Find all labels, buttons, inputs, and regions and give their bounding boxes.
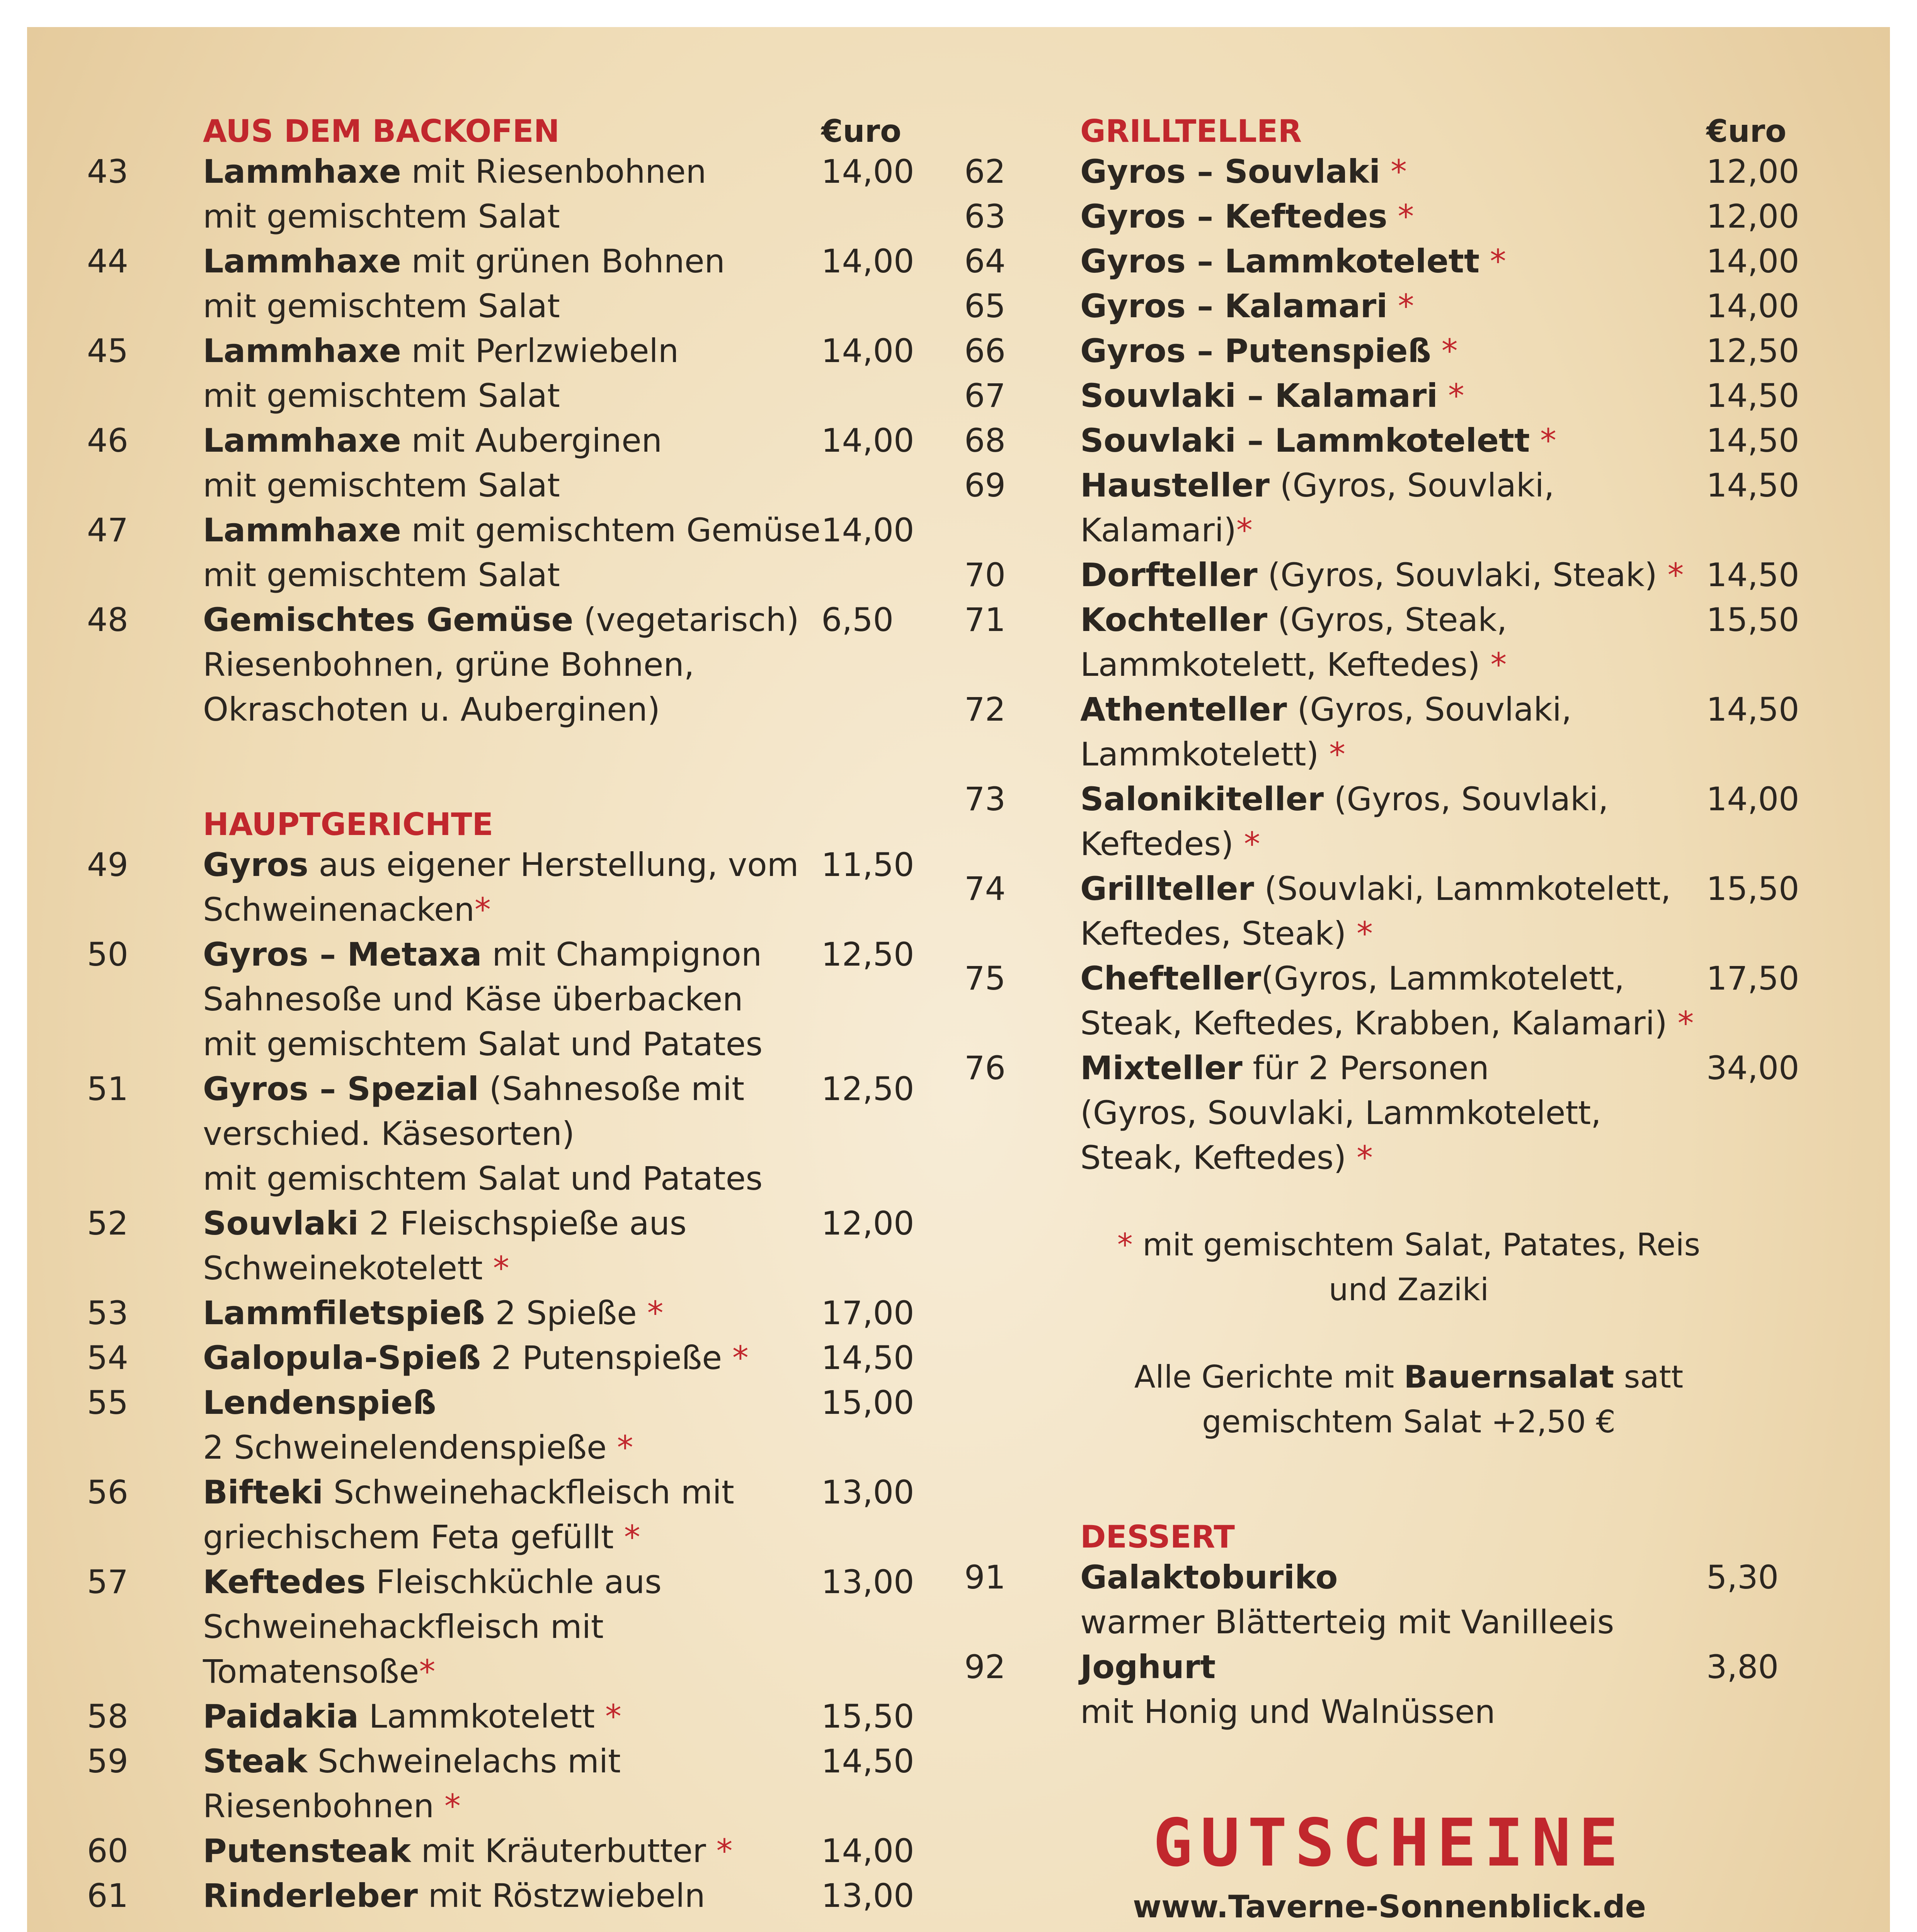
menu-item bbox=[87, 597, 926, 732]
item-description bbox=[203, 1291, 821, 1335]
menu-item bbox=[964, 194, 1853, 239]
asterisk: * bbox=[1356, 1139, 1373, 1177]
asterisk: * bbox=[1356, 915, 1373, 952]
item-details: mit Riesenbohnen bbox=[401, 153, 707, 190]
asterisk: * bbox=[1398, 287, 1414, 325]
item-details: mit gemischtem Salat und Patates bbox=[203, 1025, 763, 1063]
voucher-block bbox=[1071, 1804, 1708, 1932]
item-name: Gyros – Lammkotelett bbox=[1080, 242, 1480, 280]
item-description bbox=[1080, 373, 1706, 418]
asterisk: * bbox=[493, 1249, 509, 1287]
item-details: Schweinelachs mit bbox=[307, 1742, 621, 1780]
menu-item bbox=[87, 1828, 926, 1873]
item-number: 45 bbox=[87, 332, 128, 370]
item-description bbox=[1080, 1046, 1706, 1180]
menu-item bbox=[87, 1335, 926, 1380]
item-description bbox=[203, 1470, 821, 1560]
asterisk: * bbox=[617, 1429, 633, 1466]
asterisk: * bbox=[605, 1697, 621, 1735]
item-name: Souvlaki – Lammkotelett bbox=[1080, 422, 1530, 459]
item-name: Gyros – Souvlaki bbox=[1080, 153, 1381, 190]
item-details: Riesenbohnen, grüne Bohnen, bbox=[203, 646, 695, 684]
asterisk: * bbox=[1390, 153, 1407, 190]
item-details: (Gyros, Souvlaki, Kalamari) bbox=[1080, 466, 1554, 549]
item-details: Lammkotelett, Keftedes) bbox=[1080, 646, 1491, 684]
menu-item bbox=[87, 842, 926, 932]
item-details: (Sahnesoße mit bbox=[479, 1070, 745, 1108]
item-price: 14,00 bbox=[1706, 242, 1800, 280]
menu-item bbox=[87, 1380, 926, 1470]
item-number: 59 bbox=[87, 1742, 128, 1780]
menu-item bbox=[87, 1873, 926, 1918]
website-link[interactable]: www.Taverne-Sonnenblick.de bbox=[1133, 1889, 1646, 1925]
section-title: HAUPTGERICHTE bbox=[203, 806, 494, 842]
item-name: Gyros – Keftedes bbox=[1080, 197, 1388, 235]
item-price: 14,00 bbox=[821, 242, 914, 280]
item-details: Steak, Keftedes) bbox=[1080, 1139, 1357, 1177]
asterisk: * bbox=[732, 1339, 749, 1377]
item-details: (Gyros, Souvlaki, Lammkotelett, bbox=[1080, 1094, 1601, 1132]
item-details: 2 Spieße bbox=[485, 1294, 647, 1332]
item-number: 50 bbox=[87, 935, 128, 973]
item-number: 70 bbox=[964, 556, 1006, 594]
item-details: (Souvlaki, Lammkotelett, bbox=[1254, 870, 1671, 908]
item-name: Keftedes bbox=[203, 1563, 366, 1601]
asterisk: * bbox=[1329, 735, 1345, 773]
item-details: (Gyros, Souvlaki, bbox=[1324, 780, 1609, 818]
menu-item bbox=[964, 328, 1853, 373]
item-price: 14,00 bbox=[821, 1832, 914, 1870]
item-number: 54 bbox=[87, 1339, 128, 1377]
item-details: 2 Fleischspieße aus bbox=[358, 1204, 687, 1242]
menu-item bbox=[87, 418, 926, 508]
asterisk: * bbox=[1540, 422, 1556, 459]
item-description bbox=[203, 508, 821, 597]
item-name: Souvlaki – Kalamari bbox=[1080, 377, 1438, 415]
item-number: 69 bbox=[964, 466, 1006, 504]
item-number: 72 bbox=[964, 690, 1006, 728]
item-name: Lammhaxe bbox=[203, 242, 401, 280]
item-details: Steak, Keftedes, Krabben, Kalamari) bbox=[1080, 1004, 1678, 1042]
item-name: Rinderleber bbox=[203, 1877, 418, 1915]
item-details: Schweinenacken bbox=[203, 891, 475, 929]
item-details: Sahnesoße und Käse überbacken bbox=[203, 980, 743, 1018]
section-header-backofen bbox=[87, 104, 926, 149]
menu-item bbox=[87, 1291, 926, 1335]
item-name: Gyros – Spezial bbox=[203, 1070, 479, 1108]
item-description bbox=[203, 1694, 821, 1739]
item-number: 91 bbox=[964, 1558, 1006, 1596]
item-name: Hausteller bbox=[1080, 466, 1270, 504]
item-number: 52 bbox=[87, 1204, 128, 1242]
item-number: 57 bbox=[87, 1563, 128, 1601]
item-name: Chefteller bbox=[1080, 959, 1262, 997]
asterisk: * bbox=[1667, 556, 1684, 594]
item-price: 14,00 bbox=[821, 153, 914, 190]
asterisk: * bbox=[1117, 1227, 1133, 1263]
item-price: 15,00 bbox=[821, 1384, 914, 1422]
item-details: 2 Putenspieße bbox=[481, 1339, 732, 1377]
item-name: Lammhaxe bbox=[203, 511, 401, 549]
menu-item bbox=[964, 1046, 1853, 1180]
item-name: Joghurt bbox=[1080, 1648, 1216, 1686]
item-price: 12,50 bbox=[821, 935, 914, 973]
currency-header: €uro bbox=[821, 113, 902, 149]
item-details: mit Champignon bbox=[482, 935, 762, 973]
menu-item bbox=[964, 1555, 1853, 1645]
item-details: Fleischküchle aus bbox=[366, 1563, 662, 1601]
item-details: Schweinehackfleisch mit bbox=[203, 1608, 604, 1646]
item-price: 12,00 bbox=[821, 1204, 914, 1242]
item-number: 92 bbox=[964, 1648, 1006, 1686]
item-details: mit Kräuterbutter bbox=[410, 1832, 717, 1870]
item-number: 71 bbox=[964, 601, 1006, 639]
asterisk: * bbox=[716, 1832, 733, 1870]
item-number: 62 bbox=[964, 153, 1006, 190]
item-number: 44 bbox=[87, 242, 128, 280]
item-details: mit gemischtem Salat bbox=[203, 287, 560, 325]
menu-item bbox=[964, 239, 1853, 284]
side-dish-note bbox=[964, 1223, 1737, 1312]
item-details: (vegetarisch) bbox=[573, 601, 799, 639]
menu-item bbox=[964, 149, 1853, 194]
item-details: verschied. Käsesorten) bbox=[203, 1115, 575, 1153]
voucher-heading: GUTSCHEINE bbox=[1153, 1805, 1626, 1881]
item-number: 58 bbox=[87, 1697, 128, 1735]
item-details: mit gemischtem Salat bbox=[203, 197, 560, 235]
item-price: 5,30 bbox=[1706, 1558, 1779, 1596]
item-name: Souvlaki bbox=[203, 1204, 359, 1242]
item-description bbox=[1080, 866, 1706, 956]
item-details bbox=[1438, 377, 1448, 415]
item-details: mit gemischtem Gemüse bbox=[401, 511, 821, 549]
item-details: (Gyros, Souvlaki, bbox=[1287, 690, 1572, 728]
currency-header: €uro bbox=[1706, 113, 1787, 149]
item-number: 53 bbox=[87, 1294, 128, 1332]
item-number: 43 bbox=[87, 153, 128, 190]
asterisk: * bbox=[1441, 332, 1458, 370]
item-name: Lendenspieß bbox=[203, 1384, 436, 1422]
item-description bbox=[1080, 1555, 1706, 1645]
item-details: mit gemischtem Salat bbox=[203, 377, 560, 415]
item-price: 14,00 bbox=[1706, 287, 1800, 325]
item-details: mit gemischtem Salat und Patates bbox=[203, 1160, 763, 1197]
item-description bbox=[203, 932, 821, 1066]
asterisk: * bbox=[624, 1518, 640, 1556]
section-title: AUS DEM BACKOFEN bbox=[203, 113, 560, 149]
asterisk: * bbox=[1448, 377, 1464, 415]
item-description bbox=[1080, 463, 1706, 553]
menu-item bbox=[964, 956, 1853, 1046]
section-header-grillteller bbox=[964, 104, 1853, 149]
item-details: mit Perlzwiebeln bbox=[401, 332, 679, 370]
item-details: (Gyros, Steak, bbox=[1267, 601, 1507, 639]
item-name: Galopula-Spieß bbox=[203, 1339, 481, 1377]
item-description bbox=[203, 328, 821, 418]
item-price: 14,50 bbox=[1706, 556, 1800, 594]
right-column bbox=[964, 104, 1853, 1734]
item-description bbox=[1080, 553, 1706, 597]
asterisk: * bbox=[647, 1294, 664, 1332]
menu-item bbox=[87, 932, 926, 1066]
menu-item bbox=[964, 777, 1853, 866]
menu-list-dessert bbox=[964, 1555, 1853, 1734]
item-name: Salonikiteller bbox=[1080, 780, 1324, 818]
item-price: 12,00 bbox=[1706, 153, 1800, 190]
item-description bbox=[203, 1201, 821, 1291]
item-description bbox=[1080, 777, 1706, 866]
item-details: warmer Blätterteig mit Vanilleeis bbox=[1080, 1603, 1614, 1641]
item-price: 12,00 bbox=[1706, 197, 1800, 235]
item-number: 48 bbox=[87, 601, 128, 639]
item-description bbox=[203, 1873, 821, 1918]
item-price: 14,50 bbox=[821, 1742, 914, 1780]
item-name: Bifteki bbox=[203, 1473, 323, 1511]
section-header-hauptgerichte bbox=[87, 798, 926, 842]
asterisk: * bbox=[1490, 646, 1507, 684]
note-text: gemischtem Salat +2,50 € bbox=[1202, 1404, 1616, 1440]
item-price: 3,80 bbox=[1706, 1648, 1779, 1686]
item-details: mit gemischtem Salat bbox=[203, 466, 560, 504]
item-name: Steak bbox=[203, 1742, 308, 1780]
item-details: Riesenbohnen bbox=[203, 1787, 444, 1825]
item-details: Okraschoten u. Auberginen) bbox=[203, 690, 660, 728]
menu-item bbox=[87, 149, 926, 239]
item-description bbox=[1080, 687, 1706, 777]
note-bold: Bauernsalat bbox=[1404, 1359, 1614, 1395]
item-name: Gyros – Putenspieß bbox=[1080, 332, 1431, 370]
item-number: 60 bbox=[87, 1832, 128, 1870]
item-name: Putensteak bbox=[203, 1832, 411, 1870]
item-name: Lammhaxe bbox=[203, 153, 401, 190]
item-number: 74 bbox=[964, 870, 1006, 908]
item-description bbox=[203, 597, 821, 732]
note-text: satt bbox=[1614, 1359, 1684, 1395]
item-name: Lammhaxe bbox=[203, 422, 401, 459]
item-name: Lammfiletspieß bbox=[203, 1294, 485, 1332]
item-details bbox=[1431, 332, 1442, 370]
item-number: 67 bbox=[964, 377, 1006, 415]
item-name: Mixteller bbox=[1080, 1049, 1243, 1087]
item-name: Gyros – Metaxa bbox=[203, 935, 482, 973]
item-price: 14,00 bbox=[821, 332, 914, 370]
menu-item bbox=[964, 284, 1853, 328]
item-number: 47 bbox=[87, 511, 128, 549]
item-description bbox=[203, 239, 821, 328]
item-name: Kochteller bbox=[1080, 601, 1268, 639]
item-number: 75 bbox=[964, 959, 1006, 997]
item-price: 11,50 bbox=[821, 846, 914, 884]
item-description bbox=[1080, 239, 1706, 284]
item-details: Lammkotelett) bbox=[1080, 735, 1329, 773]
item-details: (Gyros, Lammkotelett, bbox=[1261, 959, 1625, 997]
item-price: 13,00 bbox=[821, 1563, 914, 1601]
item-price: 14,00 bbox=[1706, 780, 1800, 818]
asterisk: * bbox=[1490, 242, 1506, 280]
item-price: 13,00 bbox=[821, 1473, 914, 1511]
item-price: 17,50 bbox=[1706, 959, 1800, 997]
item-description bbox=[203, 149, 821, 239]
item-price: 12,50 bbox=[821, 1070, 914, 1108]
item-details: mit Röstzwiebeln bbox=[418, 1877, 705, 1915]
item-price: 14,50 bbox=[1706, 377, 1800, 415]
item-details bbox=[1388, 197, 1398, 235]
menu-item bbox=[964, 373, 1853, 418]
item-details: mit grünen Bohnen bbox=[401, 242, 725, 280]
menu-item bbox=[87, 508, 926, 597]
left-column bbox=[87, 104, 926, 1932]
menu-list-hauptgerichte bbox=[87, 842, 926, 1918]
item-description bbox=[1080, 418, 1706, 463]
item-number: 64 bbox=[964, 242, 1006, 280]
menu-item bbox=[964, 1645, 1853, 1734]
item-number: 56 bbox=[87, 1473, 128, 1511]
menu-item bbox=[87, 239, 926, 328]
item-details: Lammkotelett bbox=[358, 1697, 605, 1735]
item-details: Keftedes, Steak) bbox=[1080, 915, 1357, 952]
item-price: 12,50 bbox=[1706, 332, 1800, 370]
menu-item bbox=[87, 1560, 926, 1694]
item-details: mit gemischtem Salat bbox=[203, 556, 560, 594]
note-text: mit gemischtem Salat, Patates, Reis bbox=[1132, 1227, 1701, 1263]
item-price: 6,50 bbox=[821, 601, 894, 639]
item-number: 61 bbox=[87, 1877, 128, 1915]
item-price: 34,00 bbox=[1706, 1049, 1800, 1087]
asterisk: * bbox=[1677, 1004, 1694, 1042]
item-description bbox=[203, 1380, 821, 1470]
item-name: Grillteller bbox=[1080, 870, 1254, 908]
item-number: 68 bbox=[964, 422, 1006, 459]
item-description bbox=[1080, 328, 1706, 373]
item-description bbox=[203, 1066, 821, 1201]
menu-item bbox=[964, 866, 1853, 956]
item-number: 66 bbox=[964, 332, 1006, 370]
item-number: 65 bbox=[964, 287, 1006, 325]
item-description bbox=[1080, 956, 1706, 1046]
menu-item bbox=[964, 463, 1853, 553]
item-details bbox=[1530, 422, 1540, 459]
menu-list-backofen bbox=[87, 149, 926, 732]
section-header-dessert bbox=[964, 1510, 1853, 1555]
farmer-salad-note bbox=[964, 1355, 1737, 1444]
item-details: aus eigener Herstellung, vom bbox=[308, 846, 799, 884]
item-name: Paidakia bbox=[203, 1697, 359, 1735]
item-details: Schweinekotelett bbox=[203, 1249, 493, 1287]
item-price: 15,50 bbox=[1706, 870, 1800, 908]
item-name: Gyros bbox=[203, 846, 308, 884]
item-price: 14,00 bbox=[821, 511, 914, 549]
menu-item bbox=[87, 1470, 926, 1560]
note-text: und Zaziki bbox=[1328, 1272, 1489, 1308]
item-number: 46 bbox=[87, 422, 128, 459]
item-number: 55 bbox=[87, 1384, 128, 1422]
item-details: mit Honig und Walnüssen bbox=[1080, 1693, 1495, 1731]
item-price: 14,50 bbox=[821, 1339, 914, 1377]
item-number: 76 bbox=[964, 1049, 1006, 1087]
menu-item bbox=[87, 328, 926, 418]
menu-item bbox=[964, 553, 1853, 597]
item-details bbox=[1380, 153, 1391, 190]
item-description bbox=[203, 418, 821, 508]
item-price: 15,50 bbox=[1706, 601, 1800, 639]
item-name: Gemischtes Gemüse bbox=[203, 601, 574, 639]
item-details bbox=[1388, 287, 1398, 325]
item-name: Athenteller bbox=[1080, 690, 1287, 728]
item-price: 13,00 bbox=[821, 1877, 914, 1915]
menu-sheet bbox=[27, 27, 1890, 1932]
menu-item bbox=[87, 1201, 926, 1291]
item-name: Gyros – Kalamari bbox=[1080, 287, 1388, 325]
item-details: griechischem Feta gefüllt bbox=[203, 1518, 624, 1556]
item-details: Schweinehackfleisch mit bbox=[323, 1473, 734, 1511]
item-description bbox=[203, 842, 821, 932]
menu-item bbox=[964, 597, 1853, 687]
item-details: mit Auberginen bbox=[401, 422, 662, 459]
asterisk: * bbox=[474, 891, 491, 929]
section-title: DESSERT bbox=[1080, 1519, 1235, 1555]
item-number: 51 bbox=[87, 1070, 128, 1108]
asterisk: * bbox=[1236, 511, 1253, 549]
note-text: Alle Gerichte mit bbox=[1134, 1359, 1404, 1395]
item-number: 49 bbox=[87, 846, 128, 884]
asterisk: * bbox=[419, 1653, 436, 1690]
item-name: Galaktoburiko bbox=[1080, 1558, 1338, 1596]
item-price: 17,00 bbox=[821, 1294, 914, 1332]
asterisk: * bbox=[1398, 197, 1414, 235]
item-description bbox=[1080, 149, 1706, 194]
menu-list-grillteller bbox=[964, 149, 1853, 1180]
item-details: 2 Schweinelendenspieße bbox=[203, 1429, 617, 1466]
asterisk: * bbox=[444, 1787, 461, 1825]
item-price: 14,50 bbox=[1706, 690, 1800, 728]
item-name: Dorfteller bbox=[1080, 556, 1258, 594]
item-details: für 2 Personen bbox=[1242, 1049, 1489, 1087]
item-description bbox=[203, 1335, 821, 1380]
item-price: 14,50 bbox=[1706, 466, 1800, 504]
item-number: 63 bbox=[964, 197, 1006, 235]
item-description bbox=[1080, 597, 1706, 687]
item-description bbox=[1080, 1645, 1706, 1734]
item-description bbox=[203, 1560, 821, 1694]
menu-item bbox=[964, 687, 1853, 777]
item-details: Tomatensoße bbox=[203, 1653, 419, 1690]
asterisk: * bbox=[1244, 825, 1260, 863]
menu-item bbox=[87, 1066, 926, 1201]
item-price: 14,00 bbox=[821, 422, 914, 459]
item-details bbox=[1479, 242, 1490, 280]
item-name: Lammhaxe bbox=[203, 332, 401, 370]
item-details: Keftedes) bbox=[1080, 825, 1244, 863]
item-number: 73 bbox=[964, 780, 1006, 818]
item-price: 14,50 bbox=[1706, 422, 1800, 459]
item-details: (Gyros, Souvlaki, Steak) bbox=[1257, 556, 1668, 594]
menu-item bbox=[87, 1694, 926, 1739]
item-description bbox=[1080, 194, 1706, 239]
item-description bbox=[203, 1739, 821, 1828]
section-title: GRILLTELLER bbox=[1080, 113, 1302, 149]
item-description bbox=[1080, 284, 1706, 328]
menu-item bbox=[964, 418, 1853, 463]
item-price: 15,50 bbox=[821, 1697, 914, 1735]
menu-item bbox=[87, 1739, 926, 1828]
item-description bbox=[203, 1828, 821, 1873]
